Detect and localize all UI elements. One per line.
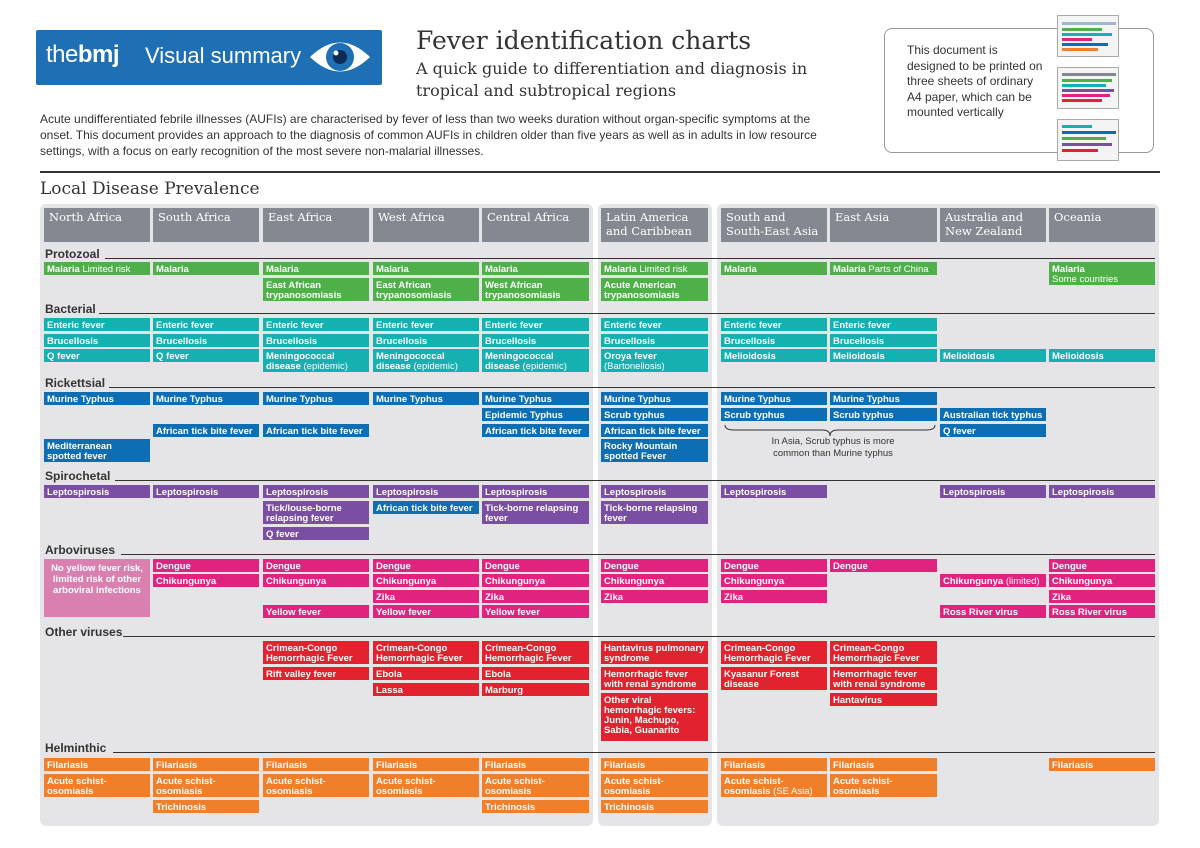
cell-east-africa-murine: Murine Typhus: [263, 392, 369, 405]
cell-latin-america-zika: Zika: [601, 590, 708, 603]
region-header-central-africa: Central Africa: [482, 208, 589, 242]
cell-note: Limited risk: [82, 264, 131, 275]
cell-oceania-ross-river: Ross River virus: [1049, 605, 1155, 618]
cell-west-africa-african-tick: African tick bite fever: [373, 501, 479, 514]
visual-summary-label: Visual summary: [145, 43, 302, 68]
cell-south-africa-lepto: Leptospirosis: [153, 485, 259, 498]
cell-west-africa-meningococcal: [373, 349, 479, 372]
cell-west-africa-enteric: Enteric fever: [373, 318, 479, 331]
region-header-south-africa: South Africa: [153, 208, 259, 242]
cell-central-africa-meningococcal: [482, 349, 589, 372]
cell-latin-america-malaria: [601, 262, 708, 275]
cell-text: Malaria: [833, 264, 866, 275]
region-header-east-africa: East Africa: [263, 208, 369, 242]
cell-south-africa-qfever: Q fever: [153, 349, 259, 362]
cell-se-asia-enteric: Enteric fever: [721, 318, 827, 331]
cell-latin-america-trypanosomiasis: Acute American trypanosomiasis: [601, 278, 708, 301]
cell-west-africa-murine: Murine Typhus: [373, 392, 479, 405]
cell-central-africa-ebola: Ebola: [482, 667, 589, 680]
cell-note: Some countries: [1052, 274, 1119, 285]
bmj-logo-text: [46, 41, 119, 69]
cell-east-africa-lepto: Leptospirosis: [263, 485, 369, 498]
cell-text: Oroya fever: [604, 351, 657, 362]
category-rule: [109, 387, 1155, 388]
cell-north-africa-schisto: Acute schist-osomiasis: [44, 774, 150, 797]
bmj-logo-banner: [36, 30, 382, 85]
cell-east-africa-chikungunya: Chikungunya: [263, 574, 369, 587]
cell-text: Meningococcal disease: [376, 351, 445, 372]
cell-east-africa-qfever: Q fever: [263, 527, 369, 540]
cell-south-africa-dengue: Dengue: [153, 559, 259, 572]
cell-note: Parts of China: [868, 264, 929, 275]
cell-west-africa-malaria: Malaria: [373, 262, 479, 275]
cell-west-africa-ebola: Ebola: [373, 667, 479, 680]
cell-latin-america-brucellosis: Brucellosis: [601, 334, 708, 347]
cell-central-africa-marburg: Marburg: [482, 683, 589, 696]
cell-oceania-filariasis: Filariasis: [1049, 758, 1155, 771]
cell-east-africa-brucellosis: Brucellosis: [263, 334, 369, 347]
cell-south-africa-trichinosis: Trichinosis: [153, 800, 259, 813]
cell-oceania-melioidosis: Melioidosis: [1049, 349, 1155, 362]
cell-se-asia-kyasanur: Kyasanur Forest disease: [721, 667, 827, 690]
region-header-south-east-asia: South and South-East Asia: [721, 208, 827, 242]
cell-west-africa-brucellosis: Brucellosis: [373, 334, 479, 347]
cell-central-africa-tick-borne: Tick-borne relapsing fever: [482, 501, 589, 524]
intro-paragraph: Acute undifferentiated febrile illnesses (AUFIs) are characterised by fever of less than two weeks duration without organ-specific symptoms at the onset. This document provides an approach to the diagnosis of common AUFIs in children older than five years as well as in adults in low resource settings, with a focus on early recognition of the most severe non-malarial illnesses.: [40, 112, 817, 158]
cell-west-africa-zika: Zika: [373, 590, 479, 603]
cell-east-asia-filariasis: Filariasis: [830, 758, 937, 771]
region-header-east-asia: East Asia: [830, 208, 937, 242]
logo-the: the: [46, 41, 78, 68]
cell-east-asia-brucellosis: Brucellosis: [830, 334, 937, 347]
region-header-west-africa: West Africa: [373, 208, 479, 242]
cell-oceania-dengue: Dengue: [1049, 559, 1155, 572]
category-rule: [115, 480, 1155, 481]
cell-west-africa-trypanosomiasis: East African trypanosomiasis: [373, 278, 479, 301]
cell-north-africa-filariasis: Filariasis: [44, 758, 150, 771]
cell-se-asia-chikungunya: Chikungunya: [721, 574, 827, 587]
logo-bmj: bmj: [77, 41, 120, 68]
cell-south-africa-african-tick: African tick bite fever: [153, 424, 259, 437]
cell-east-africa-malaria: Malaria: [263, 262, 369, 275]
cell-se-asia-zika: Zika: [721, 590, 827, 603]
region-header-australia-nz: Australia and New Zealand: [940, 208, 1046, 242]
cell-latin-america-enteric: Enteric fever: [601, 318, 708, 331]
cell-west-africa-schisto: Acute schist-osomiasis: [373, 774, 479, 797]
cell-note: Limited risk: [639, 264, 688, 275]
cell-oceania-zika: Zika: [1049, 590, 1155, 603]
cell-east-asia-cchf: Crimean-Congo Hemorrhagic Fever: [830, 641, 937, 664]
cell-oceania-malaria: [1049, 262, 1155, 285]
category-arboviruses: Arboviruses: [45, 543, 116, 557]
cell-central-africa-chikungunya: Chikungunya: [482, 574, 589, 587]
cell-central-africa-malaria: Malaria: [482, 262, 589, 275]
cell-west-africa-dengue: Dengue: [373, 559, 479, 572]
cell-central-africa-trypanosomiasis: West African trypanosomiasis: [482, 278, 589, 301]
cell-east-africa-rift: Rift valley fever: [263, 667, 369, 680]
cell-se-asia-melioidosis: Melioidosis: [721, 349, 827, 362]
cell-central-africa-dengue: Dengue: [482, 559, 589, 572]
eye-icon: [308, 34, 372, 80]
cell-note: (Bartonellosis): [604, 361, 665, 372]
cell-latin-america-schisto: Acute schist-osomiasis: [601, 774, 708, 797]
cell-east-africa-meningococcal: [263, 349, 369, 372]
cell-note: (epidemic): [413, 361, 458, 372]
category-rickettsial: Rickettsial: [45, 376, 106, 390]
cell-east-asia-hfrs: Hemorrhagic fever with renal syndrome: [830, 667, 937, 690]
cell-central-africa-yellow: Yellow fever: [482, 605, 589, 618]
cell-note: (epidemic): [303, 361, 348, 372]
header-divider: [40, 171, 1160, 173]
cell-latin-america-trichinosis: Trichinosis: [601, 800, 708, 813]
cell-se-asia-dengue: Dengue: [721, 559, 827, 572]
cell-australia-tick-typhus: Australian tick typhus: [940, 408, 1046, 421]
cell-east-africa-african-tick: African tick bite fever: [263, 424, 369, 437]
cell-australia-ross-river: Ross River virus: [940, 605, 1046, 618]
cell-south-africa-schisto: Acute schist-osomiasis: [153, 774, 259, 797]
cell-east-asia-schisto: Acute schist-osomiasis: [830, 774, 937, 797]
cell-latin-america-filariasis: Filariasis: [601, 758, 708, 771]
category-helminthic: Helminthic: [45, 741, 107, 755]
cell-note: (epidemic): [522, 361, 567, 372]
sheet-thumbnail-1: [1057, 15, 1119, 57]
cell-east-africa-dengue: Dengue: [263, 559, 369, 572]
cell-north-africa-murine: Murine Typhus: [44, 392, 150, 405]
cell-east-africa-tick-louse: Tick/louse-borne relapsing fever: [263, 501, 369, 524]
page-title: Fever identification charts: [416, 26, 752, 55]
cell-latin-america-scrub: Scrub typhus: [601, 408, 708, 421]
cell-se-asia-brucellosis: Brucellosis: [721, 334, 827, 347]
cell-text: Meningococcal disease: [266, 351, 335, 372]
cell-west-africa-lassa: Lassa: [373, 683, 479, 696]
cell-oceania-lepto: Leptospirosis: [1049, 485, 1155, 498]
cell-east-africa-enteric: Enteric fever: [263, 318, 369, 331]
cell-central-africa-trichinosis: Trichinosis: [482, 800, 589, 813]
cell-central-africa-enteric: Enteric fever: [482, 318, 589, 331]
cell-latin-america-hantavirus-pulm: Hantavirus pulmonary syndrome: [601, 641, 708, 664]
cell-north-africa-no-yellow: No yellow fever risk, limited risk of other arboviral infections: [44, 559, 150, 617]
cell-text: Acute schist-osomiasis: [724, 776, 784, 797]
category-rule: [123, 636, 1155, 637]
cell-se-asia-malaria: Malaria: [721, 262, 827, 275]
cell-latin-america-lepto: Leptospirosis: [601, 485, 708, 498]
cell-latin-america-oroya: [601, 349, 708, 372]
cell-central-africa-cchf: Crimean-Congo Hemorrhagic Fever: [482, 641, 589, 664]
scrub-typhus-note: In Asia, Scrub typhus is more common than Murine typhus: [771, 436, 895, 459]
category-rule: [105, 258, 1155, 259]
cell-south-africa-chikungunya: Chikungunya: [153, 574, 259, 587]
cell-north-africa-qfever: Q fever: [44, 349, 150, 362]
cell-text: Chikungunya: [943, 576, 1004, 587]
cell-latin-america-murine: Murine Typhus: [601, 392, 708, 405]
cell-west-africa-yellow: Yellow fever: [373, 605, 479, 618]
cell-australia-melioidosis: Melioidosis: [940, 349, 1046, 362]
cell-text: Malaria: [47, 264, 80, 275]
cell-west-africa-chikungunya: Chikungunya: [373, 574, 479, 587]
cell-text: Malaria: [1052, 264, 1085, 275]
cell-south-africa-malaria: Malaria: [153, 262, 259, 275]
print-note-box: [884, 28, 1154, 153]
cell-latin-america-rocky-mountain: Rocky Mountain spotted Fever: [601, 439, 708, 462]
cell-east-africa-yellow: Yellow fever: [263, 605, 369, 618]
cell-east-africa-trypanosomiasis: East African trypanosomiasis: [263, 278, 369, 301]
page-subtitle: A quick guide to differentiation and diagnosis in tropical and subtropical regions: [416, 59, 808, 100]
category-spirochetal: Spirochetal: [45, 469, 111, 483]
cell-australia-lepto: Leptospirosis: [940, 485, 1046, 498]
cell-east-africa-schisto: Acute schist-osomiasis: [263, 774, 369, 797]
cell-central-africa-african-tick: African tick bite fever: [482, 424, 589, 437]
cell-latin-america-chikungunya: Chikungunya: [601, 574, 708, 587]
cell-east-asia-enteric: Enteric fever: [830, 318, 937, 331]
cell-se-asia-lepto: Leptospirosis: [721, 485, 827, 498]
cell-east-africa-cchf: Crimean-Congo Hemorrhagic Fever: [263, 641, 369, 664]
cell-latin-america-hfrs: Hemorrhagic fever with renal syndrome: [601, 667, 708, 690]
cell-latin-america-tick-borne: Tick-borne relapsing fever: [601, 501, 708, 524]
sheet-thumbnail-2: [1057, 67, 1119, 109]
cell-east-asia-murine: Murine Typhus: [830, 392, 937, 405]
category-rule: [121, 554, 1155, 555]
cell-note: (limited): [1005, 576, 1040, 587]
cell-east-asia-melioidosis: Melioidosis: [830, 349, 937, 362]
cell-central-africa-brucellosis: Brucellosis: [482, 334, 589, 347]
cell-east-asia-dengue: Dengue: [830, 559, 937, 572]
cell-north-africa-mediterranean: Mediterranean spotted fever: [44, 439, 150, 462]
cell-south-africa-murine: Murine Typhus: [153, 392, 259, 405]
cell-central-africa-zika: Zika: [482, 590, 589, 603]
cell-north-africa-enteric: Enteric fever: [44, 318, 150, 331]
cell-se-asia-cchf: Crimean-Congo Hemorrhagic Fever: [721, 641, 827, 664]
cell-latin-america-african-tick: African tick bite fever: [601, 424, 708, 437]
category-rule: [99, 313, 1155, 314]
cell-note: (SE Asia): [773, 786, 813, 797]
cell-latin-america-dengue: Dengue: [601, 559, 708, 572]
cell-central-africa-lepto: Leptospirosis: [482, 485, 589, 498]
region-header-latin-america: Latin America and Caribbean: [601, 208, 708, 242]
cell-east-asia-malaria: [830, 262, 937, 275]
cell-east-asia-scrub: Scrub typhus: [830, 408, 937, 421]
cell-central-africa-schisto: Acute schist-osomiasis: [482, 774, 589, 797]
cell-text: Malaria: [604, 264, 637, 275]
cell-west-africa-lepto: Leptospirosis: [373, 485, 479, 498]
cell-se-asia-schisto: [721, 774, 827, 797]
cell-latin-america-other-vhf: Other viral hemorrhagic fevers: Junin, Machupo, Sabia, Guanarito: [601, 693, 708, 741]
cell-south-africa-filariasis: Filariasis: [153, 758, 259, 771]
cell-central-africa-epidemic-typhus: Epidemic Typhus: [482, 408, 589, 421]
sheet-thumbnail-3: [1057, 119, 1119, 161]
section-title: Local Disease Prevalence: [40, 179, 260, 199]
cell-central-africa-murine: Murine Typhus: [482, 392, 589, 405]
cell-north-africa-brucellosis: Brucellosis: [44, 334, 150, 347]
cell-north-africa-malaria: [44, 262, 150, 275]
cell-east-asia-hantavirus: Hantavirus: [830, 693, 937, 706]
category-rule: [113, 752, 1155, 753]
cell-se-asia-filariasis: Filariasis: [721, 758, 827, 771]
region-header-north-africa: North Africa: [44, 208, 150, 242]
cell-se-asia-murine: Murine Typhus: [721, 392, 827, 405]
region-header-oceania: Oceania: [1049, 208, 1155, 242]
cell-west-africa-filariasis: Filariasis: [373, 758, 479, 771]
cell-se-asia-scrub: Scrub typhus: [721, 408, 827, 421]
cell-south-africa-brucellosis: Brucellosis: [153, 334, 259, 347]
cell-west-africa-cchf: Crimean-Congo Hemorrhagic Fever: [373, 641, 479, 664]
cell-text: Meningococcal disease: [485, 351, 554, 372]
print-note-text: This document is designed to be printed on three sheets of ordinary A4 paper, which can be mounted vertically: [907, 43, 1043, 119]
asia-oceania-panel: [717, 204, 1159, 826]
cell-north-africa-lepto: Leptospirosis: [44, 485, 150, 498]
cell-oceania-chikungunya: Chikungunya: [1049, 574, 1155, 587]
cell-australia-chikungunya: [940, 574, 1046, 587]
category-bacterial: Bacterial: [45, 302, 96, 316]
category-other-viruses: Other viruses: [45, 625, 123, 639]
cell-south-africa-enteric: Enteric fever: [153, 318, 259, 331]
cell-australia-qfever: Q fever: [940, 424, 1046, 437]
cell-central-africa-filariasis: Filariasis: [482, 758, 589, 771]
category-protozoal: Protozoal: [45, 247, 100, 261]
cell-east-africa-filariasis: Filariasis: [263, 758, 369, 771]
